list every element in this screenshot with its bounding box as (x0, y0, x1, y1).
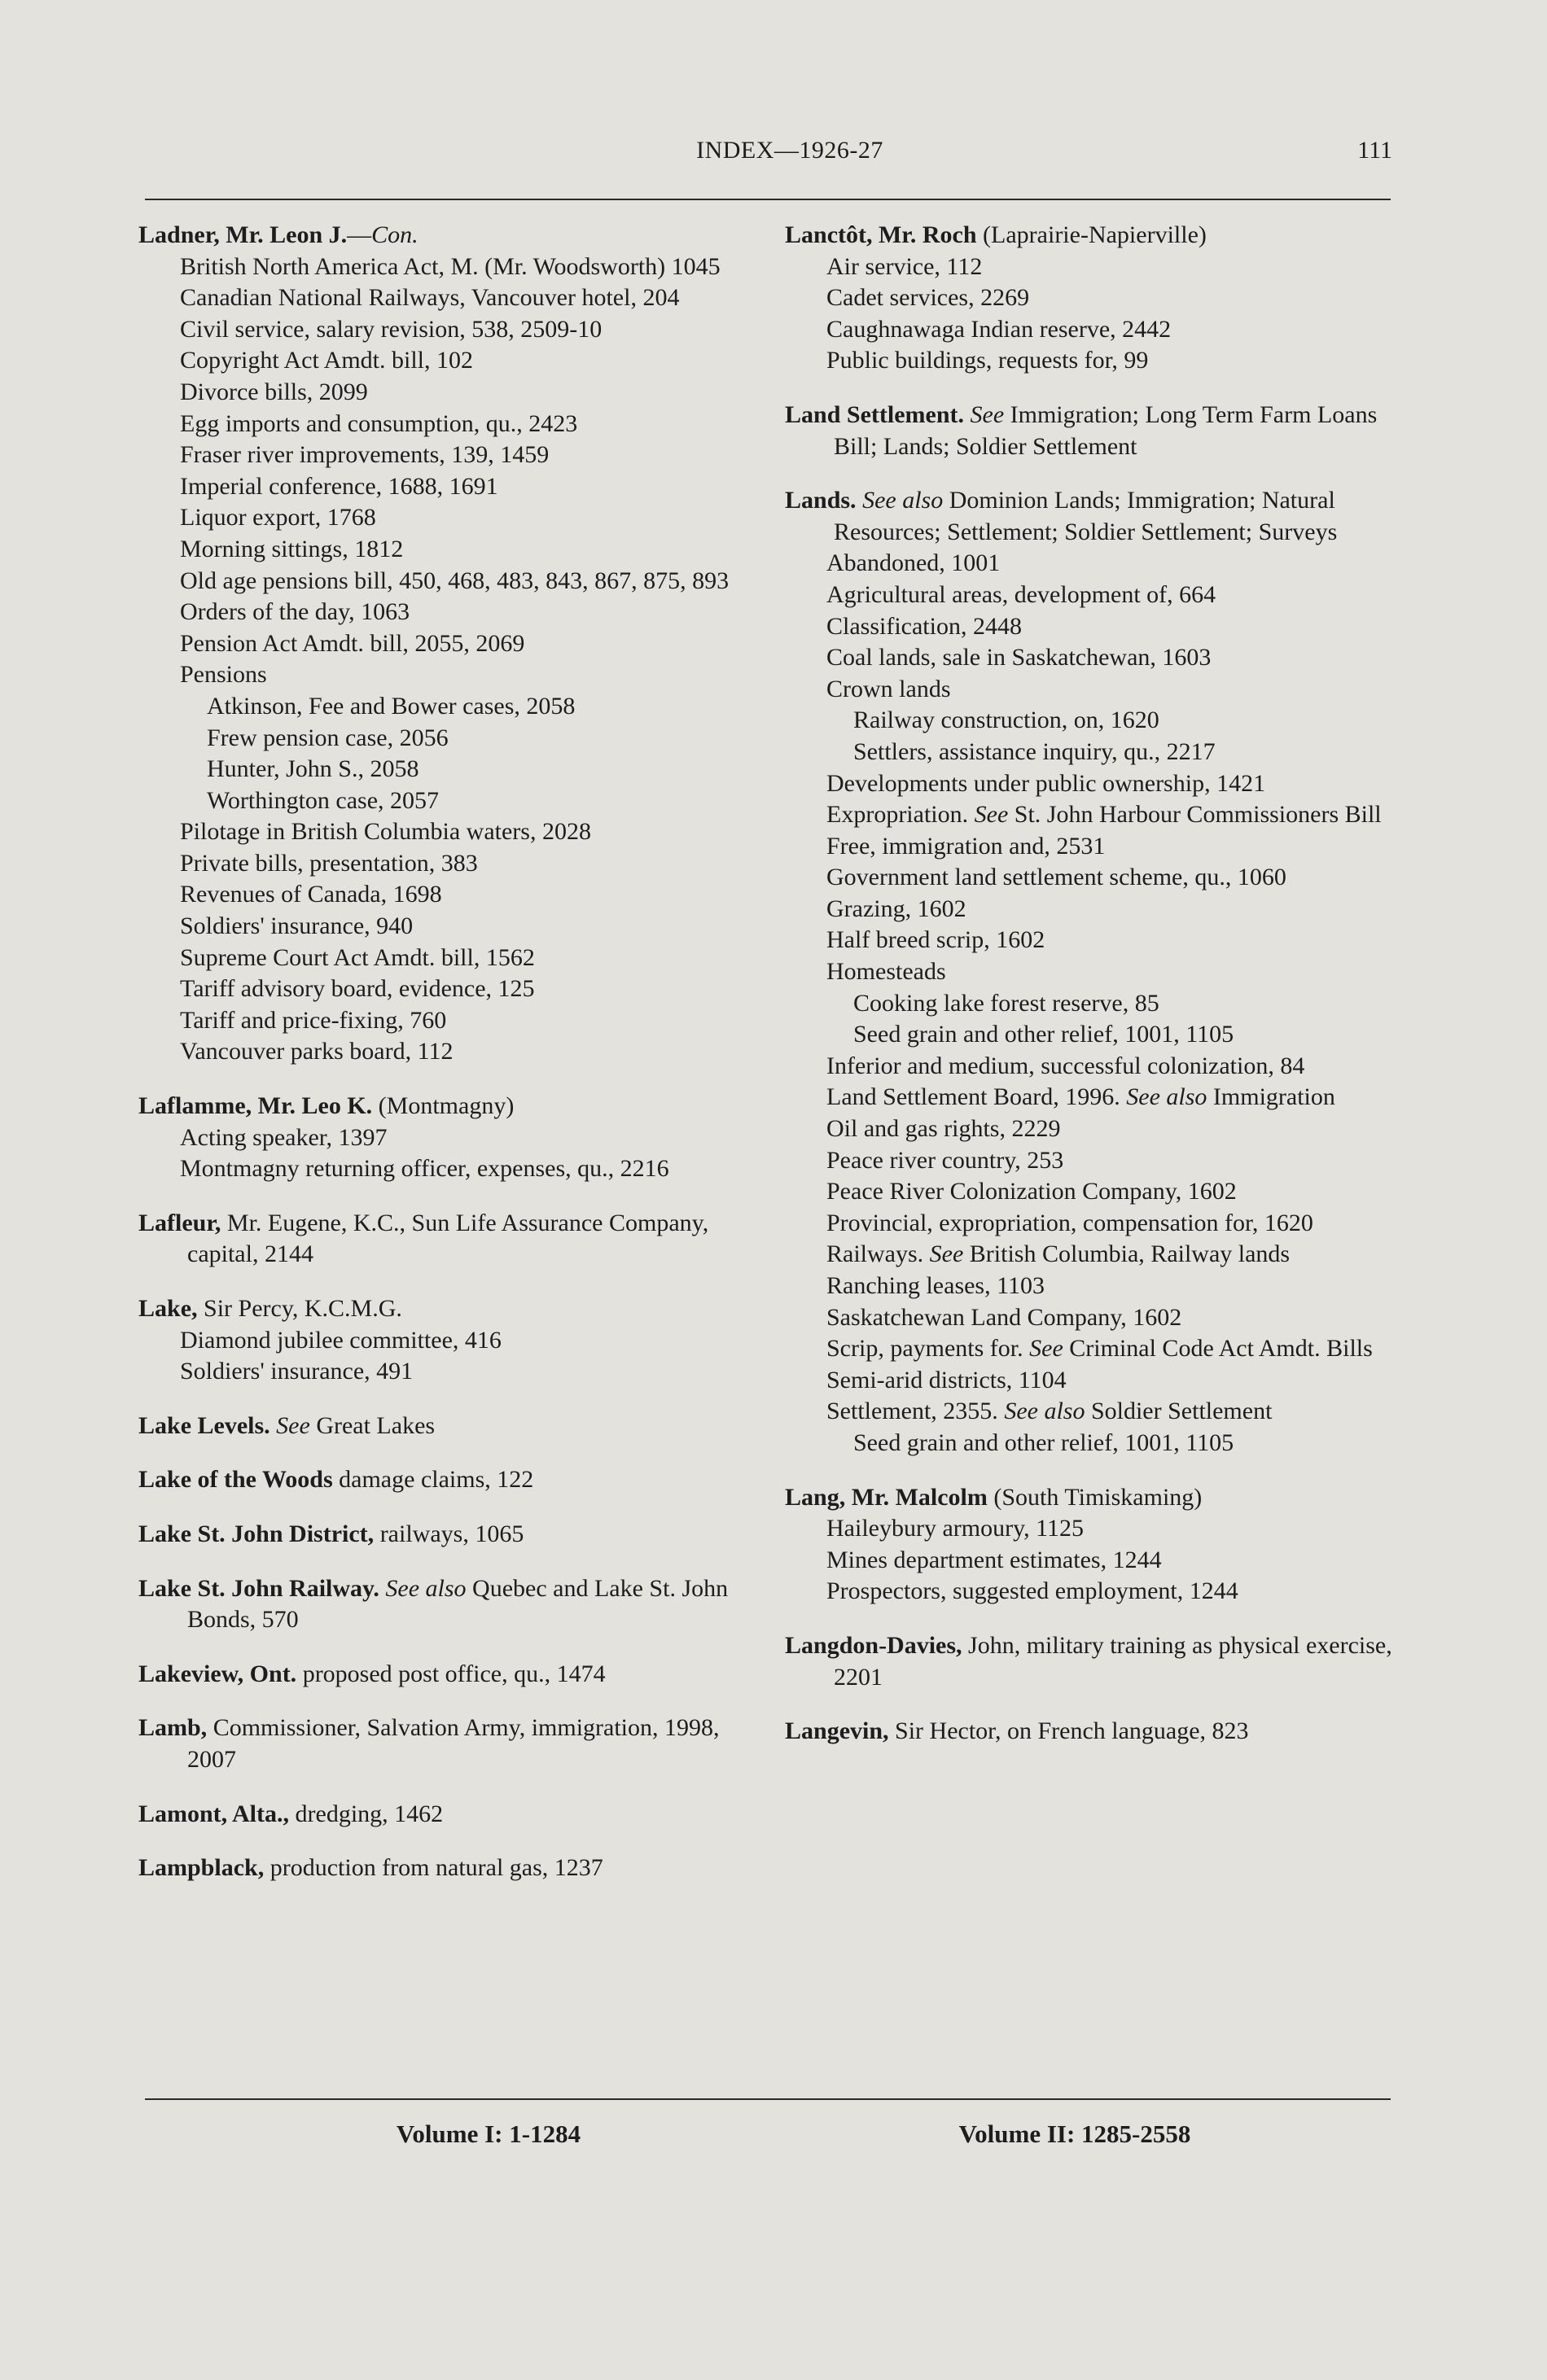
entry-subheading (785, 705, 1404, 737)
entry-text: Tariff advisory board, evidence, 125 (180, 975, 535, 1003)
entry-text: Ranching leases, 1103 (826, 1272, 1045, 1299)
entry-text: St. John Harbour Commissioners Bill (1008, 801, 1382, 829)
entry-heading (785, 220, 1404, 252)
entry-text: Acting speaker, 1397 (180, 1123, 388, 1151)
entry-see-ref: See also (385, 1574, 467, 1602)
index-entry (138, 1091, 765, 1185)
entry-heading (138, 1293, 765, 1325)
volume-two-range: Volume II: 1285-2558 (958, 2120, 1191, 2148)
index-entry (138, 1573, 765, 1636)
entry-text: Cooking lake forest reserve, 85 (853, 989, 1159, 1017)
entry-subheading (138, 1005, 765, 1037)
entry-subheading (785, 1428, 1404, 1459)
entry-text: Soldiers' insurance, 940 (180, 912, 414, 940)
entry-key: Lanctôt, Mr. Roch (785, 221, 977, 248)
entry-heading (138, 1411, 765, 1442)
entry-subheading (785, 737, 1404, 768)
entry-text: British Columbia, Railway lands (963, 1240, 1291, 1268)
entry-text: Soldiers' insurance, 491 (180, 1358, 414, 1385)
entry-subheading (138, 723, 765, 755)
entry-key: Lake, (138, 1295, 198, 1322)
entry-text: (Laprairie-Napierville) (976, 221, 1207, 248)
volume-one-range: Volume I: 1-1284 (396, 2120, 581, 2148)
entry-subheading (785, 642, 1404, 674)
entry-key: Ladner, Mr. Leon J. (138, 221, 348, 248)
entry-heading (138, 1853, 765, 1884)
entry-text: Caughnawaga Indian reserve, 2442 (826, 315, 1172, 343)
index-column-right (785, 220, 1404, 1770)
entry-text: Vancouver parks board, 112 (180, 1038, 454, 1065)
entry-text: — (347, 221, 372, 248)
entry-key: Lands. (785, 487, 857, 514)
index-entry (138, 1853, 765, 1884)
index-entry (138, 1713, 765, 1775)
entry-text: Agricultural areas, development of, 664 (826, 580, 1216, 608)
entry-subheading (138, 471, 765, 503)
entry-subheading (785, 1396, 1404, 1428)
entry-text: Grazing, 1602 (826, 895, 966, 922)
entry-text (964, 401, 971, 428)
entry-text: Worthington case, 2057 (207, 786, 440, 814)
entry-text: Settlement, 2355. (826, 1398, 1005, 1425)
entry-heading (138, 1519, 765, 1551)
entry-text: Copyright Act Amdt. bill, 102 (180, 347, 474, 374)
entry-heading (785, 1482, 1404, 1514)
entry-text: Railway construction, on, 1620 (853, 707, 1159, 734)
entry-text: Scrip, payments for. (826, 1335, 1030, 1363)
entry-key: Lampblack, (138, 1854, 265, 1882)
entry-text: Immigration; Long Term Farm Loans Bill; Lands; Soldier Settlement (834, 400, 1378, 460)
entry-text: Railways. (826, 1240, 930, 1268)
entry-subheading (785, 548, 1404, 580)
entry-key: Lang, Mr. Malcolm (785, 1483, 988, 1511)
entry-text: Quebec and Lake St. John Bonds, 570 (187, 1574, 729, 1634)
entry-subheading (785, 611, 1404, 643)
entry-see-ref: See (970, 400, 1005, 428)
entry-text: Haileybury armoury, 1125 (826, 1515, 1085, 1542)
entry-subheading (138, 973, 765, 1005)
entry-heading (785, 485, 1404, 548)
entry-text: John, military training as physical exercise, 2201 (834, 1631, 1392, 1691)
entry-text: Developments under public ownership, 1421 (826, 769, 1266, 797)
page-header (0, 137, 1547, 173)
entry-text: dredging, 1462 (289, 1800, 444, 1827)
index-entry (138, 220, 765, 1068)
entry-text: Orders of the day, 1063 (180, 598, 410, 626)
entry-text: Oil and gas rights, 2229 (826, 1115, 1061, 1143)
entry-heading (138, 1713, 765, 1775)
entry-subheading (785, 1019, 1404, 1051)
entry-subheading (785, 925, 1404, 956)
entry-text (857, 487, 863, 514)
entry-text: damage claims, 122 (332, 1466, 534, 1494)
entry-subheading (138, 377, 765, 409)
entry-subheading (138, 1036, 765, 1068)
entry-subheading (785, 1113, 1404, 1145)
entry-text: Old age pensions bill, 450, 468, 483, 843, 867, 875, 893 (180, 567, 730, 594)
entry-text: Morning sittings, 1812 (180, 535, 404, 562)
entry-text: Sir Hector, on French language, 823 (888, 1717, 1249, 1745)
entry-subheading (138, 816, 765, 848)
entry-key: Langevin, (785, 1717, 889, 1745)
index-entry (785, 1482, 1404, 1608)
entry-subheading (138, 879, 765, 911)
entry-text: Mr. Eugene, K.C., Sun Life Assurance Company, capital, 2144 (187, 1209, 709, 1268)
entry-text: Supreme Court Act Amdt. bill, 1562 (180, 943, 535, 971)
entry-heading (785, 1716, 1404, 1748)
footer-rule (145, 2098, 1391, 2100)
entry-key: Lake Levels. (138, 1411, 270, 1439)
entry-text: Sir Percy, K.C.M.G. (197, 1295, 402, 1322)
entry-subheading (785, 1271, 1404, 1302)
entry-see-ref: See (974, 801, 1009, 829)
entry-subheading (785, 1576, 1404, 1608)
entry-subheading (785, 831, 1404, 863)
entry-text: Montmagny returning officer, expenses, qu., 2216 (180, 1155, 669, 1183)
index-column-left (138, 220, 765, 1907)
entry-text: Prospectors, suggested employment, 1244 (826, 1577, 1238, 1605)
entry-text: Abandoned, 1001 (826, 549, 1001, 577)
entry-text: Provincial, expropriation, compensation for, 1620 (826, 1209, 1313, 1236)
entry-text: Settlers, assistance inquiry, qu., 2217 (853, 737, 1216, 765)
entry-subheading (138, 1325, 765, 1357)
entry-subheading (138, 409, 765, 440)
entry-text: (South Timiskaming) (987, 1483, 1203, 1511)
entry-text: Egg imports and consumption, qu., 2423 (180, 409, 578, 437)
entry-key: Laflamme, Mr. Leo K. (138, 1092, 373, 1120)
entry-key: Lake St. John District, (138, 1520, 375, 1547)
entry-see-ref: Con. (371, 221, 419, 248)
entry-heading (138, 1464, 765, 1496)
entry-subheading (138, 1153, 765, 1185)
entry-text: Homesteads (826, 958, 946, 986)
entry-subheading (785, 1333, 1404, 1365)
entry-text: Public buildings, requests for, 99 (826, 347, 1149, 374)
entry-text: Cadet services, 2269 (826, 284, 1030, 312)
index-entry (138, 1464, 765, 1496)
entry-heading (138, 1091, 765, 1122)
entry-text: British North America Act, M. (Mr. Woodsworth) 1045 (180, 252, 721, 280)
index-entry (138, 1659, 765, 1691)
entry-subheading (785, 345, 1404, 377)
entry-subheading (785, 1365, 1404, 1397)
entry-text: Divorce bills, 2099 (180, 378, 368, 405)
entry-text: Half breed scrip, 1602 (826, 926, 1045, 954)
entry-subheading (138, 534, 765, 566)
entry-text: Imperial conference, 1688, 1691 (180, 472, 498, 500)
entry-subheading (138, 848, 765, 880)
entry-text: (Montmagny) (372, 1092, 515, 1120)
entry-text: Liquor export, 1768 (180, 504, 376, 532)
entry-subheading (785, 988, 1404, 1020)
entry-subheading (785, 282, 1404, 314)
entry-key: Lakeview, Ont. (138, 1660, 297, 1687)
entry-text: Great Lakes (309, 1411, 436, 1439)
entry-text: Criminal Code Act Amdt. Bills (1063, 1335, 1373, 1363)
entry-subheading (785, 1513, 1404, 1545)
index-entry (785, 1630, 1404, 1693)
entry-subheading (785, 1545, 1404, 1577)
index-entry (785, 485, 1404, 1459)
entry-text: Pension Act Amdt. bill, 2055, 2069 (180, 629, 525, 657)
entry-text: Atkinson, Fee and Bower cases, 2058 (207, 692, 576, 720)
entry-text: Land Settlement Board, 1996. (826, 1083, 1127, 1111)
entry-key: Lamont, Alta., (138, 1800, 290, 1827)
entry-key: Land Settlement. (785, 400, 964, 428)
entry-subheading (785, 1145, 1404, 1177)
entry-subheading (138, 911, 765, 943)
entry-text: Diamond jubilee committee, 416 (180, 1326, 502, 1354)
entry-text: Pensions (180, 661, 267, 689)
entry-subheading (138, 440, 765, 471)
entry-subheading (785, 580, 1404, 611)
header-rule (145, 199, 1391, 200)
entry-subheading (138, 628, 765, 660)
entry-heading (138, 1799, 765, 1831)
entry-subheading (138, 785, 765, 817)
entry-text: Commissioner, Salvation Army, immigration, 1998, 2007 (187, 1714, 720, 1773)
entry-subheading (785, 1082, 1404, 1113)
entry-text: Hunter, John S., 2058 (207, 755, 419, 783)
entry-text: Seed grain and other relief, 1001, 1105 (853, 1021, 1234, 1048)
entry-subheading (785, 674, 1404, 706)
entry-see-ref: See also (862, 487, 944, 514)
entry-see-ref: See (276, 1411, 310, 1439)
entry-subheading (785, 1239, 1404, 1271)
entry-key: Lafleur, (138, 1209, 221, 1236)
entry-text: Fraser river improvements, 139, 1459 (180, 441, 550, 469)
entry-subheading (785, 252, 1404, 283)
entry-text: Semi-arid districts, 1104 (826, 1366, 1067, 1393)
entry-subheading (138, 659, 765, 691)
entry-subheading (138, 1122, 765, 1154)
entry-heading (138, 1208, 765, 1271)
entry-text: Dominion Lands; Immigration; Natural Resources; Settlement; Soldier Settlement; Surveys (834, 487, 1338, 545)
entry-text: Coal lands, sale in Saskatchewan, 1603 (826, 644, 1212, 672)
entry-subheading (138, 314, 765, 346)
entry-text: Revenues of Canada, 1698 (180, 881, 442, 908)
entry-subheading (785, 956, 1404, 988)
entry-heading (785, 400, 1404, 462)
entry-text: Immigration (1207, 1083, 1335, 1111)
index-entry (138, 1799, 765, 1831)
entry-text: Peace river country, 253 (826, 1146, 1064, 1174)
index-entry (785, 1716, 1404, 1748)
entry-text: Expropriation. (826, 801, 975, 829)
index-entry (138, 1293, 765, 1388)
entry-text: Mines department estimates, 1244 (826, 1546, 1162, 1573)
index-entry (138, 1411, 765, 1442)
entry-subheading (785, 862, 1404, 894)
entry-key: Lake St. John Railway. (138, 1574, 379, 1602)
entry-subheading (138, 282, 765, 314)
entry-text: Pilotage in British Columbia waters, 2028 (180, 818, 591, 846)
entry-subheading (138, 691, 765, 723)
index-entry (138, 1519, 765, 1551)
entry-subheading (138, 566, 765, 597)
entry-text: Tariff and price-fixing, 760 (180, 1006, 447, 1034)
entry-heading (785, 1630, 1404, 1693)
page-title: INDEX—1926-27 (696, 137, 883, 164)
entry-heading (138, 1659, 765, 1691)
entry-subheading (138, 345, 765, 377)
entry-heading (138, 1573, 765, 1636)
entry-key: Lake of the Woods (138, 1466, 333, 1494)
page-number: 111 (1357, 137, 1392, 164)
entry-key: Lamb, (138, 1714, 208, 1742)
entry-subheading (785, 1208, 1404, 1240)
entry-subheading (785, 314, 1404, 346)
entry-text: Air service, 112 (826, 252, 983, 280)
entry-see-ref: See (1029, 1335, 1063, 1363)
entry-subheading (138, 943, 765, 974)
entry-subheading (138, 252, 765, 283)
entry-text: Civil service, salary revision, 538, 2509-10 (180, 315, 603, 343)
entry-subheading (785, 768, 1404, 800)
entry-text: Saskatchewan Land Company, 1602 (826, 1303, 1182, 1331)
entry-subheading (785, 894, 1404, 925)
entry-text: Soldier Settlement (1085, 1398, 1273, 1425)
index-entry (785, 220, 1404, 377)
entry-text: proposed post office, qu., 1474 (296, 1660, 606, 1687)
entry-see-ref: See also (1004, 1398, 1085, 1425)
entry-key: Langdon-Davies, (785, 1631, 962, 1659)
entry-text: Free, immigration and, 2531 (826, 832, 1106, 860)
entry-text: Frew pension case, 2056 (207, 724, 449, 751)
entry-see-ref: See (929, 1240, 964, 1268)
entry-text: Government land settlement scheme, qu., 1060 (826, 864, 1286, 891)
entry-subheading (138, 502, 765, 534)
entry-subheading (785, 1051, 1404, 1083)
entry-text: Private bills, presentation, 383 (180, 849, 478, 877)
entry-text: Crown lands (826, 675, 951, 702)
entry-subheading (785, 799, 1404, 831)
entry-subheading (785, 1302, 1404, 1334)
entry-text: Inferior and medium, successful colonization, 84 (826, 1052, 1305, 1079)
entry-subheading (138, 1356, 765, 1388)
entry-text: railways, 1065 (374, 1520, 524, 1547)
entry-text: Seed grain and other relief, 1001, 1105 (853, 1428, 1234, 1456)
entry-text: Canadian National Railways, Vancouver hotel, 204 (180, 284, 680, 312)
index-entry (785, 400, 1404, 462)
entry-subheading (138, 754, 765, 785)
index-entry (138, 1208, 765, 1271)
entry-subheading (138, 597, 765, 628)
entry-text: Classification, 2448 (826, 612, 1022, 640)
entry-heading (138, 220, 765, 252)
entry-subheading (785, 1176, 1404, 1208)
entry-see-ref: See also (1126, 1083, 1207, 1111)
entry-text: production from natural gas, 1237 (264, 1854, 603, 1882)
entry-text: Peace River Colonization Company, 1602 (826, 1178, 1237, 1205)
